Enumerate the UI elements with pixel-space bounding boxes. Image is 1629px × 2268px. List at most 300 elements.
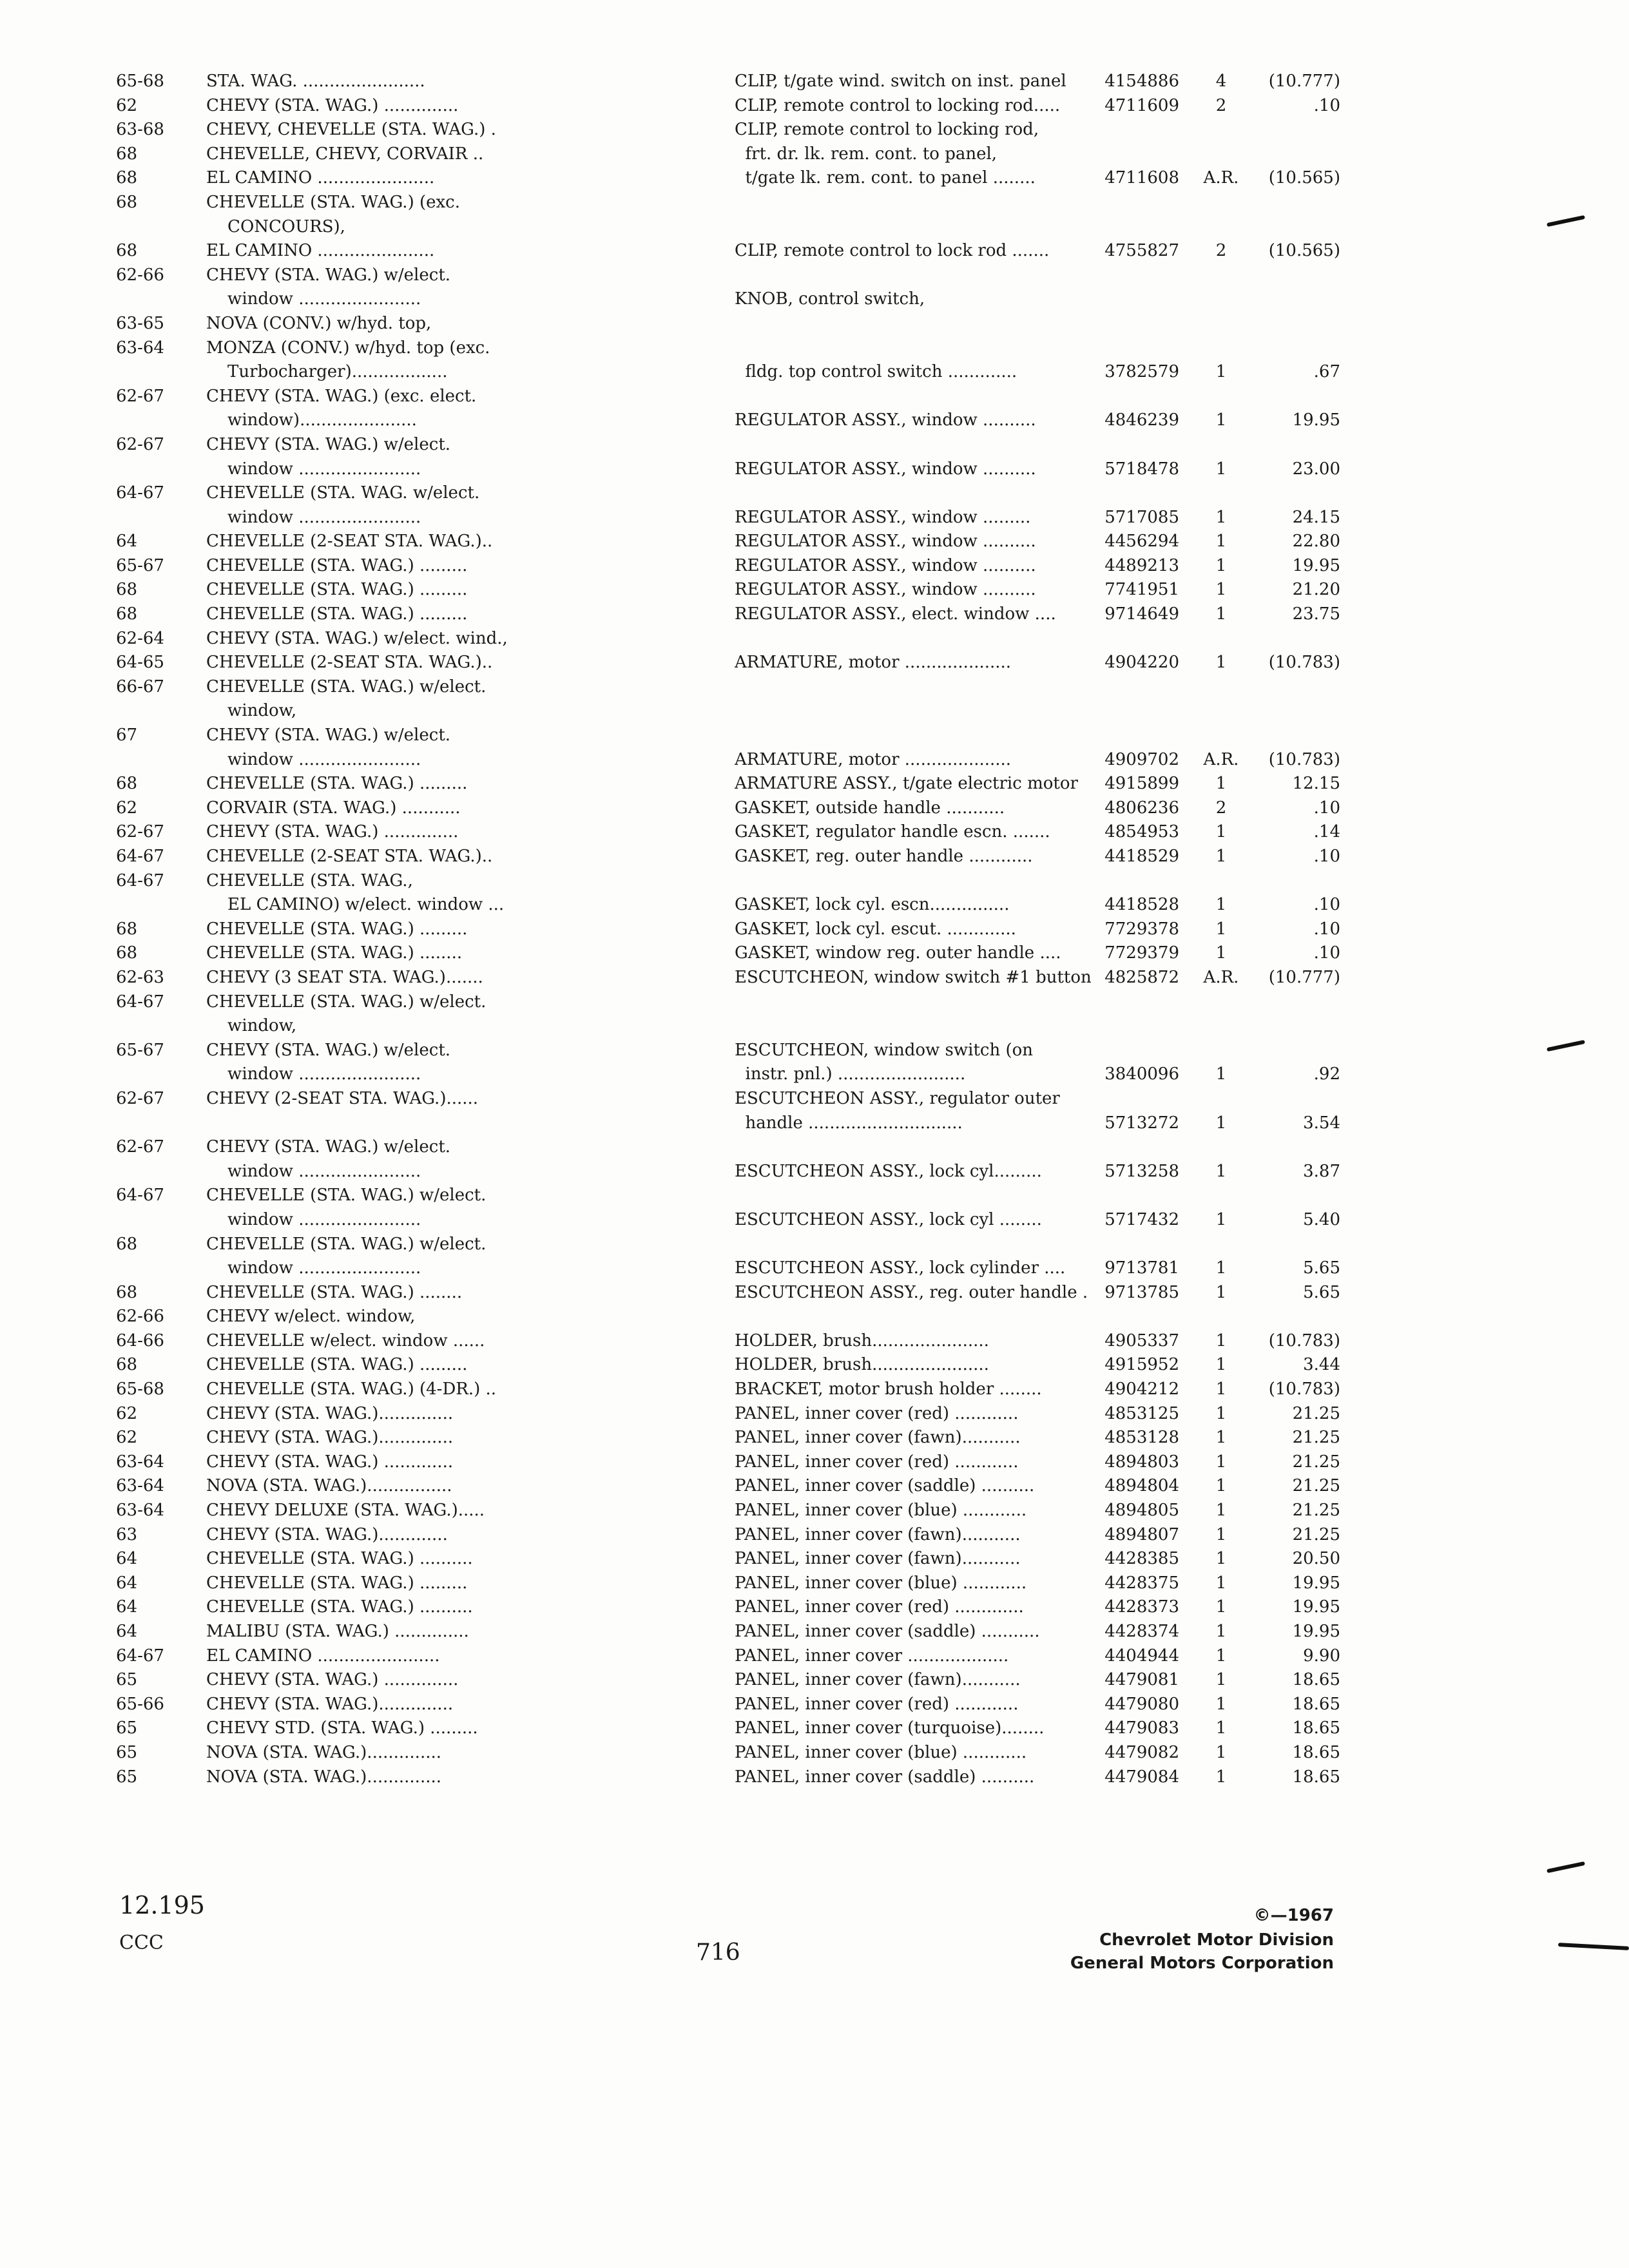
quantity-cell: 1 bbox=[1215, 847, 1227, 866]
year-cell: 68 bbox=[116, 580, 138, 600]
model-cell: CHEVY (STA. WAG.) (exc. elect. bbox=[206, 386, 477, 406]
model-cell: window ....................... bbox=[206, 1258, 421, 1278]
model-cell: EL CAMINO ....................... bbox=[206, 1646, 440, 1666]
part-number-cell: 4894803 bbox=[1104, 1452, 1179, 1472]
model-cell: window, bbox=[206, 1016, 297, 1036]
year-cell: 65-66 bbox=[116, 1694, 164, 1714]
table-row bbox=[116, 602, 1340, 627]
part-number-cell: 7729379 bbox=[1104, 943, 1179, 963]
description-cell: REGULATOR ASSY., window .......... bbox=[735, 532, 1036, 552]
model-cell: window ....................... bbox=[206, 1161, 421, 1181]
description-cell: CLIP, remote control to locking rod, bbox=[735, 120, 1039, 140]
table-row bbox=[116, 990, 1327, 1015]
model-cell: CHEVELLE (STA. WAG.) .......... bbox=[206, 1597, 473, 1617]
model-cell: NOVA (STA. WAG.).............. bbox=[206, 1742, 442, 1762]
price-cell: .10 bbox=[1313, 919, 1340, 939]
quantity-cell: 1 bbox=[1215, 1718, 1227, 1738]
quantity-cell: 1 bbox=[1215, 1524, 1227, 1544]
part-number-cell: 7741951 bbox=[1104, 580, 1179, 600]
table-row bbox=[116, 385, 1327, 409]
model-cell: CHEVELLE (STA. WAG.) ......... bbox=[206, 1573, 468, 1593]
quantity-cell: A.R. bbox=[1203, 967, 1239, 987]
table-row bbox=[116, 1693, 1340, 1717]
table-row bbox=[116, 1256, 1340, 1281]
table-row bbox=[116, 1184, 1327, 1208]
table-row bbox=[116, 1039, 1327, 1063]
description-cell: instr. pnl.) ........................ bbox=[735, 1064, 966, 1084]
table-row bbox=[116, 1208, 1340, 1233]
year-cell: 68 bbox=[116, 919, 138, 939]
model-cell: CHEVELLE (STA. WAG.) (4-DR.) .. bbox=[206, 1379, 497, 1399]
part-number-cell: 4755827 bbox=[1104, 241, 1179, 261]
table-row bbox=[116, 506, 1340, 530]
part-number-cell: 3840096 bbox=[1104, 1064, 1179, 1084]
model-cell: CHEVY DELUXE (STA. WAG.)..... bbox=[206, 1501, 485, 1521]
model-cell: CHEVELLE (STA. WAG.) ......... bbox=[206, 555, 468, 575]
price-cell: 12.15 bbox=[1292, 774, 1340, 794]
quantity-cell: 1 bbox=[1215, 1452, 1227, 1472]
part-number-cell: 4853128 bbox=[1104, 1428, 1179, 1448]
year-cell: 68 bbox=[116, 1282, 138, 1302]
price-cell: 18.65 bbox=[1292, 1670, 1340, 1690]
quantity-cell: 1 bbox=[1215, 507, 1227, 527]
model-cell: CHEVELLE (STA. WAG.) ......... bbox=[206, 604, 468, 624]
table-row bbox=[116, 1523, 1340, 1548]
part-number-cell: 4905337 bbox=[1104, 1331, 1179, 1350]
quantity-cell: 1 bbox=[1215, 1670, 1227, 1690]
description-cell: GASKET, reg. outer handle ............ bbox=[735, 847, 1033, 866]
model-cell: CHEVELLE (STA. WAG.) ......... bbox=[206, 1355, 468, 1375]
table-row bbox=[116, 651, 1340, 675]
year-cell: 64 bbox=[116, 532, 138, 552]
part-number-cell: 3782579 bbox=[1104, 362, 1179, 382]
description-cell: HOLDER, brush...................... bbox=[735, 1355, 989, 1375]
description-cell: ESCUTCHEON ASSY., lock cyl......... bbox=[735, 1161, 1042, 1181]
quantity-cell: 1 bbox=[1215, 604, 1227, 624]
division-name: Chevrolet Motor Division bbox=[1099, 1930, 1334, 1950]
model-cell: CHEVELLE (STA. WAG.) w/elect. bbox=[206, 1234, 487, 1254]
description-cell: frt. dr. lk. rem. cont. to panel, bbox=[735, 144, 998, 164]
quantity-cell: 1 bbox=[1215, 1209, 1227, 1229]
year-cell: 63-64 bbox=[116, 1452, 164, 1472]
model-cell: window, bbox=[206, 701, 297, 721]
price-cell: 21.25 bbox=[1292, 1428, 1340, 1448]
quantity-cell: 1 bbox=[1215, 1573, 1227, 1593]
table-row bbox=[116, 1014, 1327, 1039]
price-cell: 21.25 bbox=[1292, 1476, 1340, 1496]
part-number-cell: 4854953 bbox=[1104, 822, 1179, 842]
year-cell: 64-67 bbox=[116, 483, 164, 503]
model-cell: NOVA (STA. WAG.).............. bbox=[206, 1767, 442, 1787]
price-cell: .14 bbox=[1313, 822, 1340, 842]
table-row bbox=[116, 1135, 1327, 1160]
price-cell: (10.783) bbox=[1268, 653, 1340, 673]
model-cell: CHEVELLE (STA. WAG.) ......... bbox=[206, 580, 468, 600]
quantity-cell: 1 bbox=[1215, 1064, 1227, 1084]
description-cell: PANEL, inner cover (blue) ............ bbox=[735, 1501, 1027, 1521]
price-cell: 18.65 bbox=[1292, 1742, 1340, 1762]
price-cell: 5.40 bbox=[1303, 1209, 1340, 1229]
model-cell: Turbocharger).................. bbox=[206, 362, 448, 382]
description-cell: REGULATOR ASSY., window .......... bbox=[735, 580, 1036, 600]
quantity-cell: 1 bbox=[1215, 532, 1227, 552]
part-number-cell: 5713258 bbox=[1104, 1161, 1179, 1181]
part-number-cell: 4428373 bbox=[1104, 1597, 1179, 1617]
table-row bbox=[116, 1620, 1340, 1644]
year-cell: 62-67 bbox=[116, 386, 164, 406]
description-cell: fldg. top control switch ............. bbox=[735, 362, 1017, 382]
quantity-cell: 1 bbox=[1215, 1549, 1227, 1569]
price-cell: 23.00 bbox=[1292, 459, 1340, 479]
table-row bbox=[116, 748, 1340, 773]
table-row bbox=[116, 1160, 1340, 1184]
model-cell: window)...................... bbox=[206, 410, 417, 430]
model-cell: CHEVELLE (STA. WAG., bbox=[206, 870, 413, 890]
model-cell: CHEVY STD. (STA. WAG.) ......... bbox=[206, 1718, 478, 1738]
table-row bbox=[116, 142, 1327, 167]
table-row bbox=[116, 699, 1327, 724]
description-cell: REGULATOR ASSY., elect. window .... bbox=[735, 604, 1056, 624]
model-cell: CHEVY, CHEVELLE (STA. WAG.) . bbox=[206, 120, 496, 140]
part-number-cell: 4428385 bbox=[1104, 1549, 1179, 1569]
table-row bbox=[116, 215, 1327, 240]
description-cell: GASKET, lock cyl. escut. ............. bbox=[735, 919, 1016, 939]
part-number-cell: 4479083 bbox=[1104, 1718, 1179, 1738]
copyright-year: ©—1967 bbox=[1253, 1906, 1334, 1925]
description-cell: ESCUTCHEON, window switch #1 button bbox=[735, 967, 1092, 987]
year-cell: 62-67 bbox=[116, 822, 164, 842]
table-row bbox=[116, 1668, 1340, 1693]
model-cell: CHEVELLE (STA. WAG.) w/elect. bbox=[206, 1186, 487, 1206]
model-cell: CHEVELLE (STA. WAG.) (exc. bbox=[206, 192, 460, 212]
part-number-cell: 4418528 bbox=[1104, 895, 1179, 915]
model-cell: window ....................... bbox=[206, 507, 421, 527]
table-row bbox=[116, 820, 1340, 845]
year-cell: 65-68 bbox=[116, 1379, 164, 1399]
quantity-cell: 1 bbox=[1215, 943, 1227, 963]
model-cell: CORVAIR (STA. WAG.) ........... bbox=[206, 798, 461, 818]
table-row bbox=[116, 1765, 1340, 1790]
price-cell: .10 bbox=[1313, 798, 1340, 818]
price-cell: .67 bbox=[1313, 362, 1340, 382]
model-cell: CHEVELLE (2-SEAT STA. WAG.).. bbox=[206, 847, 493, 866]
part-number-cell: 4846239 bbox=[1104, 410, 1179, 430]
model-cell: CHEVY w/elect. window, bbox=[206, 1307, 416, 1327]
margin-mark bbox=[1547, 1040, 1585, 1052]
model-cell: CHEVELLE (STA. WAG.) .......... bbox=[206, 1549, 473, 1569]
margin-mark bbox=[1558, 1943, 1629, 1950]
model-cell: EL CAMINO ...................... bbox=[206, 241, 435, 261]
model-cell: CHEVY (STA. WAG.) w/elect. bbox=[206, 434, 451, 454]
year-cell: 68 bbox=[116, 774, 138, 794]
table-row bbox=[116, 675, 1327, 700]
model-cell: CHEVELLE w/elect. window ...... bbox=[206, 1331, 485, 1350]
price-cell: .92 bbox=[1313, 1064, 1340, 1084]
model-cell: window ....................... bbox=[206, 1209, 421, 1229]
table-row bbox=[116, 312, 1327, 336]
model-cell: CHEVY (STA. WAG.) w/elect. bbox=[206, 1040, 451, 1060]
quantity-cell: 1 bbox=[1215, 895, 1227, 915]
description-cell: PANEL, inner cover (fawn)........... bbox=[735, 1670, 1021, 1690]
description-cell: ESCUTCHEON, window switch (on bbox=[735, 1040, 1034, 1060]
year-cell: 62 bbox=[116, 95, 138, 115]
description-cell: GASKET, regulator handle escn. ....... bbox=[735, 822, 1050, 842]
description-cell: PANEL, inner cover (fawn)........... bbox=[735, 1549, 1021, 1569]
model-cell: CHEVY (STA. WAG.) .............. bbox=[206, 1670, 459, 1690]
quantity-cell: 1 bbox=[1215, 1403, 1227, 1423]
year-cell: 63-64 bbox=[116, 338, 164, 358]
year-cell: 63-64 bbox=[116, 1476, 164, 1496]
table-row bbox=[116, 433, 1327, 457]
model-cell: CHEVY (STA. WAG.) w/elect. bbox=[206, 726, 451, 745]
table-row bbox=[116, 191, 1327, 215]
price-cell: (10.565) bbox=[1268, 168, 1340, 188]
year-cell: 63-64 bbox=[116, 1501, 164, 1521]
quantity-cell: 4 bbox=[1215, 72, 1227, 91]
table-row bbox=[116, 94, 1340, 119]
price-cell: 21.25 bbox=[1292, 1452, 1340, 1472]
year-cell: 62 bbox=[116, 798, 138, 818]
model-cell: CHEVY (STA. WAG.)............. bbox=[206, 1524, 448, 1544]
quantity-cell: 1 bbox=[1215, 1113, 1227, 1133]
table-row bbox=[116, 772, 1340, 796]
part-number-cell: 4428374 bbox=[1104, 1622, 1179, 1641]
description-cell: ARMATURE, motor .................... bbox=[735, 653, 1012, 673]
quantity-cell: 1 bbox=[1215, 1161, 1227, 1181]
table-row bbox=[116, 1571, 1340, 1596]
quantity-cell: 1 bbox=[1215, 1331, 1227, 1350]
year-cell: 67 bbox=[116, 726, 138, 745]
part-number-cell: 4479084 bbox=[1104, 1767, 1179, 1787]
year-cell: 64 bbox=[116, 1549, 138, 1569]
table-row bbox=[116, 1305, 1327, 1329]
table-row bbox=[116, 1329, 1340, 1354]
part-number-cell: 4904212 bbox=[1104, 1379, 1179, 1399]
section-reference: 12.195 bbox=[119, 1891, 205, 1919]
quantity-cell: 1 bbox=[1215, 555, 1227, 575]
price-cell: 20.50 bbox=[1292, 1549, 1340, 1569]
price-cell: 21.20 bbox=[1292, 580, 1340, 600]
year-cell: 62-67 bbox=[116, 1088, 164, 1108]
part-number-cell: 4904220 bbox=[1104, 653, 1179, 673]
table-row bbox=[116, 70, 1340, 94]
quantity-cell: 1 bbox=[1215, 1597, 1227, 1617]
part-number-cell: 4418529 bbox=[1104, 847, 1179, 866]
description-cell: CLIP, remote control to locking rod..... bbox=[735, 95, 1061, 115]
description-cell: ARMATURE, motor .................... bbox=[735, 749, 1012, 769]
description-cell: ARMATURE ASSY., t/gate electric motor bbox=[735, 774, 1078, 794]
table-row bbox=[116, 457, 1340, 482]
year-cell: 64-67 bbox=[116, 847, 164, 866]
quantity-cell: 1 bbox=[1215, 1767, 1227, 1787]
price-cell: 3.54 bbox=[1303, 1113, 1340, 1133]
description-cell: BRACKET, motor brush holder ........ bbox=[735, 1379, 1042, 1399]
quantity-cell: 1 bbox=[1215, 410, 1227, 430]
part-number-cell: 4711609 bbox=[1104, 95, 1179, 115]
price-cell: 19.95 bbox=[1292, 410, 1340, 430]
part-number-cell: 4915952 bbox=[1104, 1355, 1179, 1375]
price-cell: 19.95 bbox=[1292, 1597, 1340, 1617]
price-cell: 23.75 bbox=[1292, 604, 1340, 624]
table-row bbox=[116, 1547, 1340, 1571]
page-number: 716 bbox=[696, 1939, 740, 1966]
model-cell: CHEVY (2-SEAT STA. WAG.)...... bbox=[206, 1088, 479, 1108]
description-cell: KNOB, control switch, bbox=[735, 289, 925, 309]
model-cell: CHEVELLE (STA. WAG.) ......... bbox=[206, 774, 468, 794]
model-cell: MALIBU (STA. WAG.) .............. bbox=[206, 1622, 469, 1641]
price-cell: (10.777) bbox=[1268, 72, 1340, 91]
year-cell: 65 bbox=[116, 1767, 138, 1787]
model-cell: CHEVY (STA. WAG.) w/elect. bbox=[206, 1137, 451, 1157]
price-cell: 19.95 bbox=[1292, 555, 1340, 575]
price-cell: (10.783) bbox=[1268, 749, 1340, 769]
description-cell: PANEL, inner cover (blue) ............ bbox=[735, 1573, 1027, 1593]
quantity-cell: 1 bbox=[1215, 1379, 1227, 1399]
price-cell: 21.25 bbox=[1292, 1501, 1340, 1521]
part-number-cell: 4806236 bbox=[1104, 798, 1179, 818]
model-cell: window ....................... bbox=[206, 289, 421, 309]
quantity-cell: 1 bbox=[1215, 580, 1227, 600]
table-row bbox=[116, 1062, 1340, 1087]
model-cell: CHEVELLE (STA. WAG.) w/elect. bbox=[206, 992, 487, 1012]
table-row bbox=[116, 1595, 1340, 1620]
model-cell: CHEVELLE (STA. WAG.) ........ bbox=[206, 943, 463, 963]
quantity-cell: 1 bbox=[1215, 1476, 1227, 1496]
year-cell: 62-63 bbox=[116, 967, 164, 987]
description-cell: CLIP, t/gate wind. switch on inst. panel bbox=[735, 72, 1066, 91]
table-row bbox=[116, 578, 1340, 602]
quantity-cell: 1 bbox=[1215, 822, 1227, 842]
description-cell: GASKET, window reg. outer handle .... bbox=[735, 943, 1061, 963]
year-cell: 64 bbox=[116, 1597, 138, 1617]
model-cell: window ....................... bbox=[206, 749, 421, 769]
price-cell: .10 bbox=[1313, 847, 1340, 866]
part-number-cell: 9714649 bbox=[1104, 604, 1179, 624]
price-cell: (10.783) bbox=[1268, 1331, 1340, 1350]
model-cell: CHEVELLE (STA. WAG. w/elect. bbox=[206, 483, 480, 503]
part-number-cell: 4711608 bbox=[1104, 168, 1179, 188]
part-number-cell: 5713272 bbox=[1104, 1113, 1179, 1133]
description-cell: ESCUTCHEON ASSY., lock cylinder .... bbox=[735, 1258, 1066, 1278]
year-cell: 65-67 bbox=[116, 1040, 164, 1060]
quantity-cell: 1 bbox=[1215, 774, 1227, 794]
part-number-cell: 7729378 bbox=[1104, 919, 1179, 939]
part-number-cell: 5717432 bbox=[1104, 1209, 1179, 1229]
quantity-cell: 2 bbox=[1215, 95, 1227, 115]
description-cell: HOLDER, brush...................... bbox=[735, 1331, 989, 1350]
table-row bbox=[116, 239, 1340, 264]
price-cell: 21.25 bbox=[1292, 1524, 1340, 1544]
description-cell: PANEL, inner cover (saddle) .......... bbox=[735, 1767, 1035, 1787]
year-cell: 64 bbox=[116, 1573, 138, 1593]
description-cell: PANEL, inner cover ................... bbox=[735, 1646, 1009, 1666]
part-number-cell: 4479081 bbox=[1104, 1670, 1179, 1690]
part-number-cell: 4428375 bbox=[1104, 1573, 1179, 1593]
year-cell: 68 bbox=[116, 604, 138, 624]
description-cell: t/gate lk. rem. cont. to panel ........ bbox=[735, 168, 1036, 188]
description-cell: PANEL, inner cover (saddle) ........... bbox=[735, 1622, 1040, 1641]
description-cell: REGULATOR ASSY., window .......... bbox=[735, 459, 1036, 479]
year-cell: 65 bbox=[116, 1742, 138, 1762]
table-row bbox=[116, 1233, 1327, 1257]
part-number-cell: 5718478 bbox=[1104, 459, 1179, 479]
table-row bbox=[116, 1281, 1340, 1305]
year-cell: 64-67 bbox=[116, 1186, 164, 1206]
year-cell: 68 bbox=[116, 168, 138, 188]
parts-catalog-table bbox=[116, 70, 1340, 1789]
description-cell: PANEL, inner cover (fawn)........... bbox=[735, 1524, 1021, 1544]
quantity-cell: 2 bbox=[1215, 241, 1227, 261]
year-cell: 64-67 bbox=[116, 1646, 164, 1666]
description-cell: ESCUTCHEON ASSY., regulator outer bbox=[735, 1088, 1060, 1108]
description-cell: CLIP, remote control to lock rod ....... bbox=[735, 241, 1050, 261]
year-cell: 63-68 bbox=[116, 120, 164, 140]
year-cell: 66-67 bbox=[116, 677, 164, 697]
description-cell: REGULATOR ASSY., window ......... bbox=[735, 507, 1031, 527]
part-number-cell: 4894807 bbox=[1104, 1524, 1179, 1544]
table-row bbox=[116, 1499, 1340, 1523]
description-cell: PANEL, inner cover (saddle) .......... bbox=[735, 1476, 1035, 1496]
description-cell: PANEL, inner cover (fawn)........... bbox=[735, 1428, 1021, 1448]
model-cell: CHEVY (STA. WAG.) .............. bbox=[206, 95, 459, 115]
table-row bbox=[116, 360, 1340, 385]
year-cell: 68 bbox=[116, 943, 138, 963]
year-cell: 62-64 bbox=[116, 628, 164, 648]
model-cell: CHEVY (STA. WAG.) w/elect. wind., bbox=[206, 628, 508, 648]
price-cell: (10.565) bbox=[1268, 241, 1340, 261]
year-cell: 65 bbox=[116, 1670, 138, 1690]
part-number-cell: 4894805 bbox=[1104, 1501, 1179, 1521]
year-cell: 62 bbox=[116, 1428, 138, 1448]
quantity-cell: 1 bbox=[1215, 1282, 1227, 1302]
table-row bbox=[116, 1450, 1340, 1475]
table-row bbox=[116, 166, 1340, 191]
quantity-cell: 1 bbox=[1215, 1428, 1227, 1448]
table-row bbox=[116, 1378, 1340, 1402]
model-cell: NOVA (CONV.) w/hyd. top, bbox=[206, 313, 432, 333]
margin-mark bbox=[1547, 215, 1585, 227]
description-cell: GASKET, outside handle ........... bbox=[735, 798, 1005, 818]
part-number-cell: 4894804 bbox=[1104, 1476, 1179, 1496]
price-cell: (10.783) bbox=[1268, 1379, 1340, 1399]
part-number-cell: 4825872 bbox=[1104, 967, 1179, 987]
year-cell: 63 bbox=[116, 1524, 138, 1544]
quantity-cell: 1 bbox=[1215, 1501, 1227, 1521]
table-row bbox=[116, 1716, 1340, 1741]
year-cell: 64-67 bbox=[116, 992, 164, 1012]
quantity-cell: 1 bbox=[1215, 919, 1227, 939]
price-cell: 18.65 bbox=[1292, 1718, 1340, 1738]
year-cell: 64 bbox=[116, 1622, 138, 1641]
year-cell: 68 bbox=[116, 192, 138, 212]
part-number-cell: 9713785 bbox=[1104, 1282, 1179, 1302]
table-row bbox=[116, 1353, 1340, 1378]
description-cell: GASKET, lock cyl. escn............... bbox=[735, 895, 1010, 915]
table-row bbox=[116, 264, 1327, 288]
table-row bbox=[116, 918, 1340, 942]
model-cell: CHEVELLE (STA. WAG.) w/elect. bbox=[206, 677, 487, 697]
model-cell: CHEVY (STA. WAG.).............. bbox=[206, 1694, 454, 1714]
corporation-name: General Motors Corporation bbox=[1070, 1954, 1334, 1973]
table-row bbox=[116, 336, 1327, 361]
quantity-cell: 1 bbox=[1215, 1622, 1227, 1641]
model-cell: CHEVELLE (STA. WAG.) ......... bbox=[206, 919, 468, 939]
model-cell: MONZA (CONV.) w/hyd. top (exc. bbox=[206, 338, 490, 358]
table-row bbox=[116, 893, 1340, 918]
price-cell: 5.65 bbox=[1303, 1258, 1340, 1278]
model-cell: CHEVY (STA. WAG.).............. bbox=[206, 1428, 454, 1448]
model-cell: window ....................... bbox=[206, 1064, 421, 1084]
